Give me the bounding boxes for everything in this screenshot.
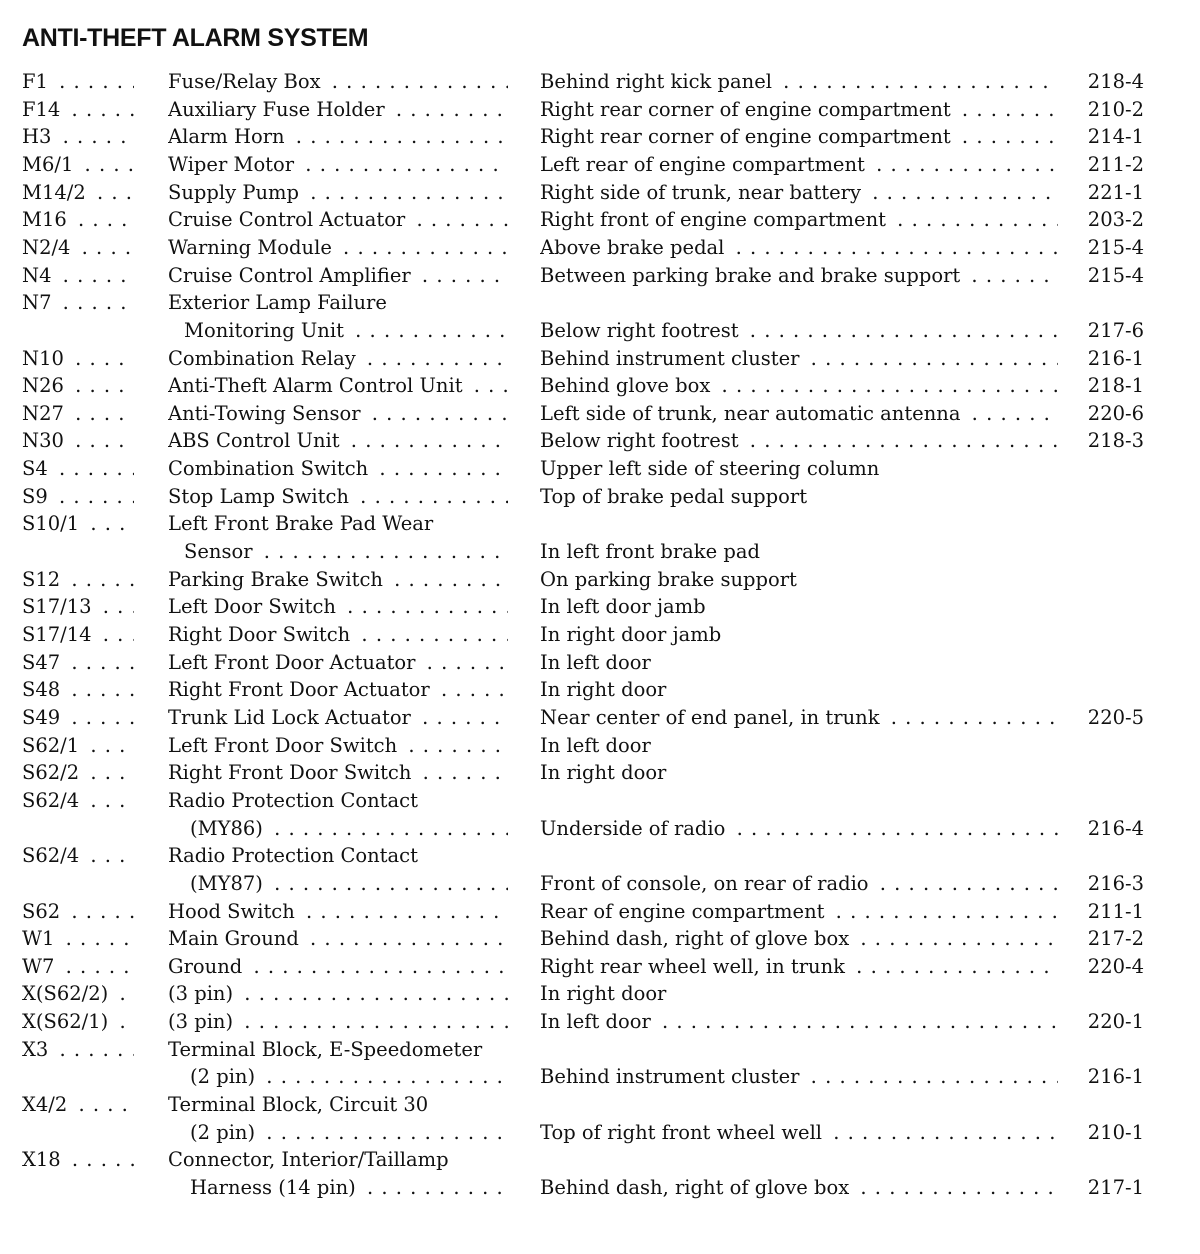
component-code: X(S62/1) . . . bbox=[22, 1008, 134, 1036]
table-row bbox=[0, 1091, 1200, 1119]
component-location: Right rear corner of engine compartment . . . bbox=[540, 96, 1058, 124]
component-name-cont: (MY86) . . . bbox=[190, 815, 508, 843]
component-name: Parking Brake Switch . . . bbox=[168, 566, 508, 594]
component-location: Top of brake pedal support bbox=[540, 483, 1058, 511]
component-code: S17/13 . . . bbox=[22, 593, 134, 621]
component-location: Right rear wheel well, in trunk . . . bbox=[540, 953, 1058, 981]
diagram-reference: 211-2 bbox=[1084, 151, 1148, 179]
component-location: In left door bbox=[540, 649, 1058, 677]
component-name: Cruise Control Actuator . . . bbox=[168, 206, 508, 234]
component-name: Fuse/Relay Box . . . bbox=[168, 68, 508, 96]
diagram-reference: 218-3 bbox=[1084, 427, 1148, 455]
component-code: N30 . . . bbox=[22, 427, 134, 455]
component-code: X3 . . . bbox=[22, 1036, 134, 1064]
table-row bbox=[0, 980, 1200, 1008]
component-location: In left door jamb bbox=[540, 593, 1058, 621]
diagram-reference: 216-3 bbox=[1084, 870, 1148, 898]
component-location: Top of right front wheel well . . . bbox=[540, 1119, 1058, 1147]
component-location: Behind instrument cluster . . . bbox=[540, 1063, 1058, 1091]
component-name: Right Front Door Actuator . . . bbox=[168, 676, 508, 704]
table-row bbox=[0, 621, 1200, 649]
component-name-cont: (2 pin) . . . bbox=[190, 1063, 508, 1091]
component-code: W7 . . . bbox=[22, 953, 134, 981]
table-row bbox=[0, 455, 1200, 483]
component-location: Above brake pedal . . . bbox=[540, 234, 1058, 262]
component-location: Rear of engine compartment . . . bbox=[540, 898, 1058, 926]
table-row bbox=[0, 898, 1200, 926]
component-name: Anti-Towing Sensor . . . bbox=[168, 400, 508, 428]
diagram-reference bbox=[1084, 455, 1148, 483]
component-code: H3 . . . bbox=[22, 123, 134, 151]
component-name: Terminal Block, E-Speedometer bbox=[168, 1036, 508, 1064]
component-code: M14/2 . . . bbox=[22, 179, 134, 207]
component-code: X4/2 . . . bbox=[22, 1091, 134, 1119]
component-name: Wiper Motor . . . bbox=[168, 151, 508, 179]
diagram-reference: 216-1 bbox=[1084, 345, 1148, 373]
component-code: S62/1 . . . bbox=[22, 732, 134, 760]
diagram-reference: 218-1 bbox=[1084, 372, 1148, 400]
component-location: Upper left side of steering column bbox=[540, 455, 1058, 483]
component-name: Exterior Lamp Failure bbox=[168, 289, 508, 317]
component-location: On parking brake support bbox=[540, 566, 1058, 594]
diagram-reference: 217-2 bbox=[1084, 925, 1148, 953]
diagram-reference bbox=[1084, 980, 1148, 1008]
component-code: S48 . . . bbox=[22, 676, 134, 704]
table-row-continuation bbox=[0, 815, 1200, 843]
component-name: Combination Relay . . . bbox=[168, 345, 508, 373]
component-name-cont: (2 pin) . . . bbox=[190, 1119, 508, 1147]
component-location: Near center of end panel, in trunk . . . bbox=[540, 704, 1058, 732]
diagram-reference: 217-6 bbox=[1084, 317, 1148, 345]
component-location: Behind dash, right of glove box . . . bbox=[540, 1174, 1058, 1202]
diagram-reference: 210-2 bbox=[1084, 96, 1148, 124]
table-row bbox=[0, 593, 1200, 621]
component-location: Right front of engine compartment . . . bbox=[540, 206, 1058, 234]
component-name: (3 pin) . . . bbox=[168, 980, 508, 1008]
diagram-reference: 216-4 bbox=[1084, 815, 1148, 843]
component-location: Right rear corner of engine compartment . . . bbox=[540, 123, 1058, 151]
component-code: S62/4 . . . bbox=[22, 787, 134, 815]
component-code: S62 . . . bbox=[22, 898, 134, 926]
component-code: N27 . . . bbox=[22, 400, 134, 428]
table-row bbox=[0, 759, 1200, 787]
diagram-reference bbox=[1084, 593, 1148, 621]
diagram-reference: 220-6 bbox=[1084, 400, 1148, 428]
component-name: Radio Protection Contact bbox=[168, 787, 508, 815]
table-row bbox=[0, 510, 1200, 538]
table-row bbox=[0, 234, 1200, 262]
component-name: Cruise Control Amplifier . . . bbox=[168, 262, 508, 290]
component-name: Left Front Brake Pad Wear bbox=[168, 510, 508, 538]
component-location: In right door bbox=[540, 676, 1058, 704]
component-name: Trunk Lid Lock Actuator . . . bbox=[168, 704, 508, 732]
component-code: S9 . . . bbox=[22, 483, 134, 511]
component-name: ABS Control Unit . . . bbox=[168, 427, 508, 455]
component-code: S62/4 . . . bbox=[22, 842, 134, 870]
component-code: M16 . . . bbox=[22, 206, 134, 234]
component-name: Connector, Interior/Taillamp bbox=[168, 1146, 508, 1174]
component-code: S10/1 . . . bbox=[22, 510, 134, 538]
component-location: Behind glove box . . . bbox=[540, 372, 1058, 400]
component-location: In left door . . . bbox=[540, 1008, 1058, 1036]
diagram-reference: 218-4 bbox=[1084, 68, 1148, 96]
diagram-reference: 211-1 bbox=[1084, 898, 1148, 926]
table-row-continuation bbox=[0, 870, 1200, 898]
table-row bbox=[0, 704, 1200, 732]
component-code: S4 . . . bbox=[22, 455, 134, 483]
component-location: Underside of radio . . . bbox=[540, 815, 1058, 843]
diagram-reference: 220-5 bbox=[1084, 704, 1148, 732]
page-title: ANTI-THEFT ALARM SYSTEM bbox=[22, 24, 369, 52]
table-row bbox=[0, 676, 1200, 704]
diagram-reference: 221-1 bbox=[1084, 179, 1148, 207]
component-name: Left Front Door Switch . . . bbox=[168, 732, 508, 760]
diagram-reference bbox=[1084, 566, 1148, 594]
table-row-continuation bbox=[0, 1174, 1200, 1202]
table-row bbox=[0, 1146, 1200, 1174]
table-row bbox=[0, 96, 1200, 124]
table-row bbox=[0, 151, 1200, 179]
component-location: In right door jamb bbox=[540, 621, 1058, 649]
diagram-reference bbox=[1084, 538, 1148, 566]
table-row bbox=[0, 1008, 1200, 1036]
table-row bbox=[0, 345, 1200, 373]
table-row bbox=[0, 123, 1200, 151]
table-row bbox=[0, 483, 1200, 511]
table-row-continuation bbox=[0, 1063, 1200, 1091]
diagram-reference bbox=[1084, 621, 1148, 649]
diagram-reference bbox=[1084, 732, 1148, 760]
component-location: In left front brake pad bbox=[540, 538, 1058, 566]
component-location: Below right footrest . . . bbox=[540, 317, 1058, 345]
component-code: N4 . . . bbox=[22, 262, 134, 290]
component-name: Combination Switch . . . bbox=[168, 455, 508, 483]
table-row bbox=[0, 925, 1200, 953]
diagram-reference: 215-4 bbox=[1084, 234, 1148, 262]
table-row-continuation bbox=[0, 538, 1200, 566]
table-row bbox=[0, 1036, 1200, 1064]
component-code: F14 . . . bbox=[22, 96, 134, 124]
table-row bbox=[0, 400, 1200, 428]
component-name-cont: (MY87) . . . bbox=[190, 870, 508, 898]
component-name: Hood Switch . . . bbox=[168, 898, 508, 926]
component-name: Stop Lamp Switch . . . bbox=[168, 483, 508, 511]
component-name: Right Door Switch . . . bbox=[168, 621, 508, 649]
table-row bbox=[0, 179, 1200, 207]
component-code: S62/2 . . . bbox=[22, 759, 134, 787]
component-location: Behind instrument cluster . . . bbox=[540, 345, 1058, 373]
table-row bbox=[0, 732, 1200, 760]
component-name: Anti-Theft Alarm Control Unit . . . bbox=[168, 372, 508, 400]
component-name-cont: Monitoring Unit . . . bbox=[184, 317, 508, 345]
component-location: Behind right kick panel . . . bbox=[540, 68, 1058, 96]
component-location: In left door bbox=[540, 732, 1058, 760]
diagram-reference: 220-1 bbox=[1084, 1008, 1148, 1036]
table-row bbox=[0, 953, 1200, 981]
component-code: S47 . . . bbox=[22, 649, 134, 677]
diagram-reference: 217-1 bbox=[1084, 1174, 1148, 1202]
component-name: Radio Protection Contact bbox=[168, 842, 508, 870]
component-location: Right side of trunk, near battery . . . bbox=[540, 179, 1058, 207]
component-code: N26 . . . bbox=[22, 372, 134, 400]
component-code: X(S62/2) . . . bbox=[22, 980, 134, 1008]
table-row-continuation bbox=[0, 317, 1200, 345]
component-location: In right door bbox=[540, 980, 1058, 1008]
diagram-reference: 210-1 bbox=[1084, 1119, 1148, 1147]
diagram-reference: 220-4 bbox=[1084, 953, 1148, 981]
component-code: X18 . . . bbox=[22, 1146, 134, 1174]
component-name: Main Ground . . . bbox=[168, 925, 508, 953]
table-row bbox=[0, 842, 1200, 870]
component-name: Auxiliary Fuse Holder . . . bbox=[168, 96, 508, 124]
component-location: Behind dash, right of glove box . . . bbox=[540, 925, 1058, 953]
table-row bbox=[0, 649, 1200, 677]
component-name: Ground . . . bbox=[168, 953, 508, 981]
table-row bbox=[0, 372, 1200, 400]
diagram-reference bbox=[1084, 483, 1148, 511]
component-code: N2/4 . . . bbox=[22, 234, 134, 262]
component-name: Warning Module . . . bbox=[168, 234, 508, 262]
diagram-reference: 203-2 bbox=[1084, 206, 1148, 234]
table-row bbox=[0, 289, 1200, 317]
diagram-reference: 216-1 bbox=[1084, 1063, 1148, 1091]
table-row bbox=[0, 787, 1200, 815]
component-code: S49 . . . bbox=[22, 704, 134, 732]
component-name-cont: Harness (14 pin) . . . bbox=[190, 1174, 508, 1202]
table-row-continuation bbox=[0, 1119, 1200, 1147]
diagram-reference bbox=[1084, 759, 1148, 787]
component-name: Left Door Switch . . . bbox=[168, 593, 508, 621]
table-row bbox=[0, 68, 1200, 96]
diagram-reference: 214-1 bbox=[1084, 123, 1148, 151]
component-code: F1 . . . bbox=[22, 68, 134, 96]
component-name: Supply Pump . . . bbox=[168, 179, 508, 207]
table-row bbox=[0, 206, 1200, 234]
component-code: S17/14 . . . bbox=[22, 621, 134, 649]
component-code: M6/1 . . . bbox=[22, 151, 134, 179]
diagram-reference: 215-4 bbox=[1084, 262, 1148, 290]
component-code: N7 . . . bbox=[22, 289, 134, 317]
component-location: Left side of trunk, near automatic antenna . . . bbox=[540, 400, 1058, 428]
diagram-reference bbox=[1084, 676, 1148, 704]
component-location: Front of console, on rear of radio . . . bbox=[540, 870, 1058, 898]
component-name: Right Front Door Switch . . . bbox=[168, 759, 508, 787]
table-row bbox=[0, 427, 1200, 455]
component-name: Left Front Door Actuator . . . bbox=[168, 649, 508, 677]
component-name-cont: Sensor . . . bbox=[184, 538, 508, 566]
component-code: S12 . . . bbox=[22, 566, 134, 594]
component-location: Left rear of engine compartment . . . bbox=[540, 151, 1058, 179]
component-location: Below right footrest . . . bbox=[540, 427, 1058, 455]
component-location: In right door bbox=[540, 759, 1058, 787]
table-row bbox=[0, 262, 1200, 290]
component-location: Between parking brake and brake support . . . bbox=[540, 262, 1058, 290]
component-name: (3 pin) . . . bbox=[168, 1008, 508, 1036]
component-code: N10 . . . bbox=[22, 345, 134, 373]
component-name: Terminal Block, Circuit 30 bbox=[168, 1091, 508, 1119]
component-code: W1 . . . bbox=[22, 925, 134, 953]
table-row bbox=[0, 566, 1200, 594]
diagram-reference bbox=[1084, 649, 1148, 677]
component-name: Alarm Horn . . . bbox=[168, 123, 508, 151]
